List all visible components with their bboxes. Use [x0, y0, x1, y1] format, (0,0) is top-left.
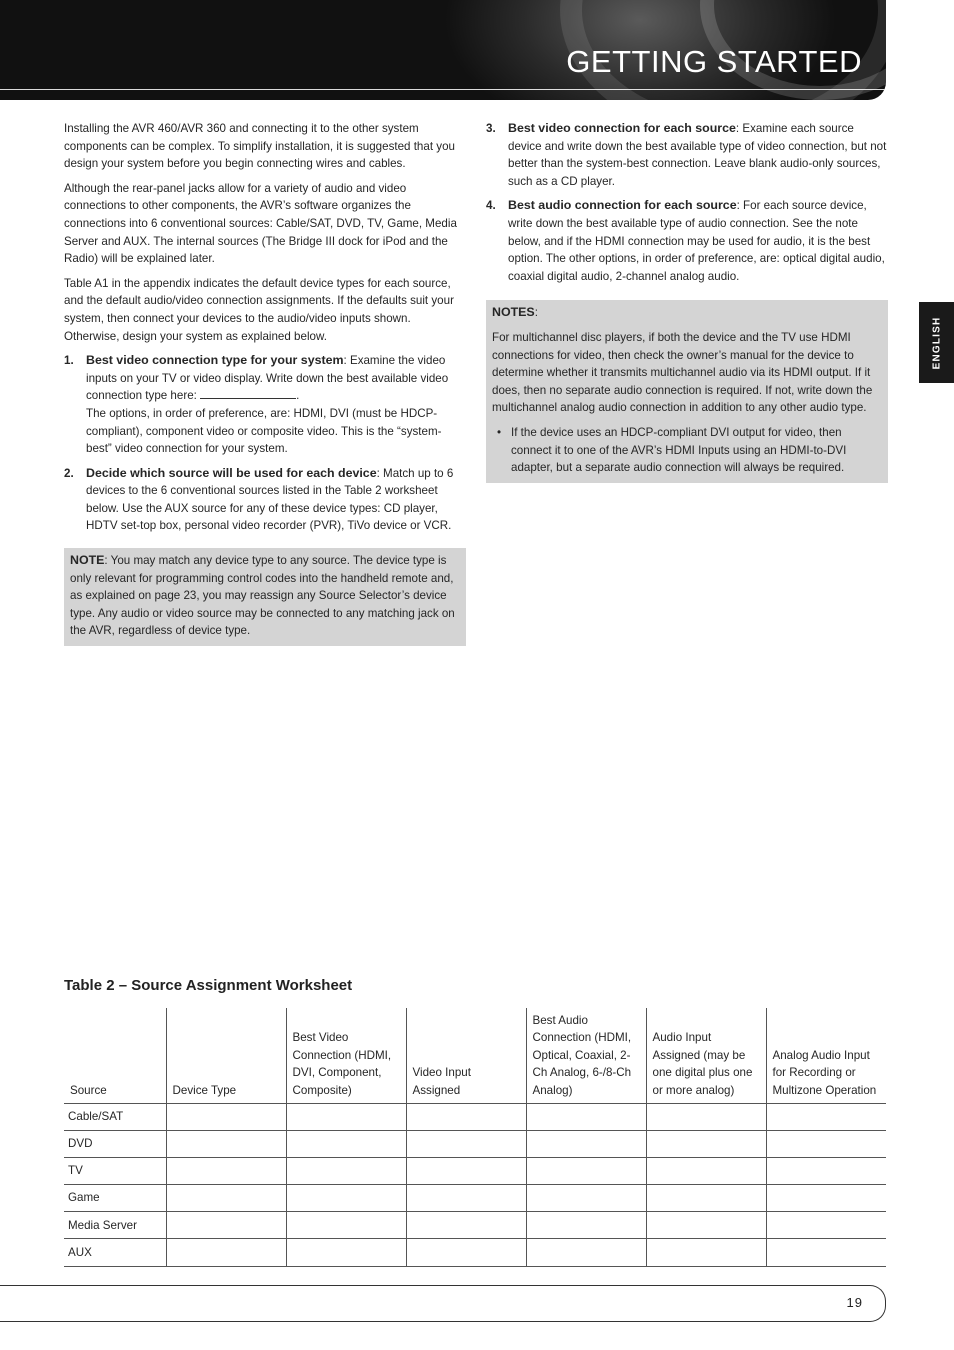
blank-cell — [286, 1212, 406, 1239]
blank-cell — [526, 1157, 646, 1184]
write-in-blank — [200, 387, 296, 399]
column-header: Video Input Assigned — [406, 1008, 526, 1103]
step-item — [64, 352, 466, 458]
step-number: 4. — [486, 199, 496, 213]
page-title: GETTING STARTED — [566, 44, 862, 79]
blank-cell — [406, 1157, 526, 1184]
right-column — [486, 120, 888, 483]
blank-cell — [406, 1103, 526, 1130]
step-heading: Best video connection type for your system — [86, 353, 344, 368]
blank-cell — [286, 1157, 406, 1184]
step-item — [486, 120, 888, 190]
table-row — [64, 1239, 886, 1266]
column-header: Source — [70, 1083, 107, 1097]
language-tab-label: ENGLISH — [931, 316, 942, 369]
blank-cell — [286, 1239, 406, 1266]
step-heading: Best audio connection for each source — [508, 198, 737, 213]
notes-colon: : — [534, 306, 538, 320]
blank-cell — [286, 1130, 406, 1157]
step-text: The options, in order of preference, are: HDMI, DVI (must be HDCP-compliant), component video or composite video. This is the “system-best” video connection for your system. — [86, 406, 442, 456]
blank-cell — [766, 1103, 886, 1130]
note-heading: NOTE — [70, 553, 105, 568]
source-cell: DVD — [64, 1130, 166, 1157]
step-text: : Examine each source device and write down the best available type of video connection, but not better than the system-best connection. Leave blank audio-only sources, such as a CD player. — [508, 122, 887, 188]
blank-cell — [526, 1212, 646, 1239]
blank-cell — [406, 1185, 526, 1212]
step-heading: Decide which source will be used for each device — [86, 465, 377, 480]
table-header-row — [64, 1008, 886, 1103]
table-row — [64, 1130, 886, 1157]
blank-cell — [646, 1185, 766, 1212]
left-column — [64, 120, 466, 646]
step-text: : Examine the video inputs on your TV or video display. Write down the best available video connection type here: — [86, 354, 449, 403]
notes-heading-line — [492, 304, 882, 322]
blank-cell — [766, 1157, 886, 1184]
page-footer — [0, 1285, 886, 1322]
notes-bullets — [492, 424, 882, 477]
column-header: Device Type — [166, 1008, 286, 1103]
worksheet-title: Table 2 – Source Assignment Worksheet — [64, 977, 353, 994]
blank-cell — [166, 1185, 286, 1212]
source-cell: AUX — [64, 1239, 166, 1266]
notes-paragraph: For multichannel disc players, if both the device and the TV use HDMI connections for video, then check the owner’s manual for the device to determine whether it transmits multichannel audio via its HDMI output. If it does, then no separate audio connection is required. If not, write down the multichannel analog audio connection in addition to any other audio type. — [492, 330, 873, 415]
step-item — [486, 197, 888, 285]
blank-cell — [526, 1185, 646, 1212]
table-row — [64, 1157, 886, 1184]
blank-cell — [166, 1239, 286, 1266]
step-heading: Best video connection for each source — [508, 121, 736, 135]
table-row — [64, 1185, 886, 1212]
blank-cell — [166, 1157, 286, 1184]
blank-cell — [526, 1239, 646, 1266]
column-header: Best Video Connection (HDMI, DVI, Component, Composite) — [286, 1008, 406, 1103]
page-header — [0, 0, 886, 100]
blank-cell — [166, 1103, 286, 1130]
step-item — [64, 465, 466, 535]
source-cell: Game — [64, 1185, 166, 1212]
notes-box — [486, 300, 888, 482]
step-number: 1. — [64, 354, 74, 368]
header-rule — [0, 89, 886, 90]
table-row — [64, 1103, 886, 1130]
page-number: 19 — [846, 1295, 863, 1310]
blank-cell — [646, 1130, 766, 1157]
blank-cell — [766, 1185, 886, 1212]
column-header: Best Audio Connection (HDMI, Optical, Coaxial, 2-Ch Analog, 6-/8-Ch Analog) — [526, 1008, 646, 1103]
column-header: Analog Audio Input for Recording or Multizone Operation — [766, 1008, 886, 1103]
blank-cell — [286, 1185, 406, 1212]
blank-cell — [766, 1239, 886, 1266]
steps-list-left — [64, 352, 466, 535]
column-header: Audio Input Assigned (may be one digital plus one or more analog) — [646, 1008, 766, 1103]
table-row — [64, 1212, 886, 1239]
blank-cell — [646, 1239, 766, 1266]
note-box — [64, 548, 466, 646]
blank-cell — [286, 1103, 406, 1130]
steps-list-right — [486, 120, 888, 285]
blank-cell — [526, 1130, 646, 1157]
step-text: : For each source device, write down the best available type of audio connection. See the note below, and if the HDMI connection may be used for audio, it is the best option. The other options, in order of preference, are: optical digital audio, coaxial digital audio, 2-channel analog audio. — [508, 199, 885, 283]
blank-cell — [166, 1130, 286, 1157]
blank-cell — [406, 1130, 526, 1157]
blank-cell — [766, 1212, 886, 1239]
blank-cell — [406, 1239, 526, 1266]
source-assignment-worksheet — [64, 1008, 886, 1267]
step-text: : Match up to 6 devices to the 6 conventional sources listed in the Table 2 worksheet below. Use the AUX source for any of these device types: CD player, HDTV set-top box, personal video recorder (PVR), TiVo device or VCR. — [86, 466, 454, 533]
source-cell: TV — [64, 1157, 166, 1184]
intro-paragraph: Installing the AVR 460/AVR 360 and connecting it to the other system components can be complex. To simplify installation, it is suggested that you design your system before you begin connecting wires and cables. — [64, 122, 455, 171]
notes-heading: NOTES — [492, 305, 535, 320]
language-tab — [919, 302, 954, 383]
intro-paragraph: Table A1 in the appendix indicates the default device types for each source, and the default audio/video connection assignments. If the defaults suit your system, then connect your devices to the audio/video inputs shown. Otherwise, design your system as explained below. — [64, 276, 454, 343]
blank-cell — [526, 1103, 646, 1130]
intro-paragraph: Although the rear-panel jacks allow for a variety of audio and video connections to other components, the AVR’s software organizes the connections into 6 conventional sources: Cable/SAT, DVD, TV, Game, Media Server and AUX. The internal sources (The Bridge III dock for iPod and the Radio) will be explained later. — [64, 181, 457, 266]
blank-cell — [646, 1157, 766, 1184]
note-text: : You may match any device type to any source. The device type is only relevant for programming control codes into the handheld remote and, as explained on page 23, you may reassign any Source Selector’s device type. Any audio or video source may be connected to any matching jack on the AVR, regardless of device type. — [70, 554, 455, 638]
step-text: . — [296, 389, 300, 403]
notes-bullet: • If the device uses an HDCP-compliant DVI output for video, then connect it to one of the AVR’s HDMI Inputs using an HDMI-to-DVI adapter, but a separate audio connection will always be required. — [492, 424, 882, 477]
blank-cell — [406, 1212, 526, 1239]
blank-cell — [166, 1212, 286, 1239]
step-number: 2. — [64, 466, 74, 480]
source-cell: Media Server — [64, 1212, 166, 1239]
step-number: 3. — [486, 122, 496, 135]
blank-cell — [766, 1130, 886, 1157]
blank-cell — [646, 1103, 766, 1130]
source-cell: Cable/SAT — [64, 1103, 166, 1130]
blank-cell — [646, 1212, 766, 1239]
